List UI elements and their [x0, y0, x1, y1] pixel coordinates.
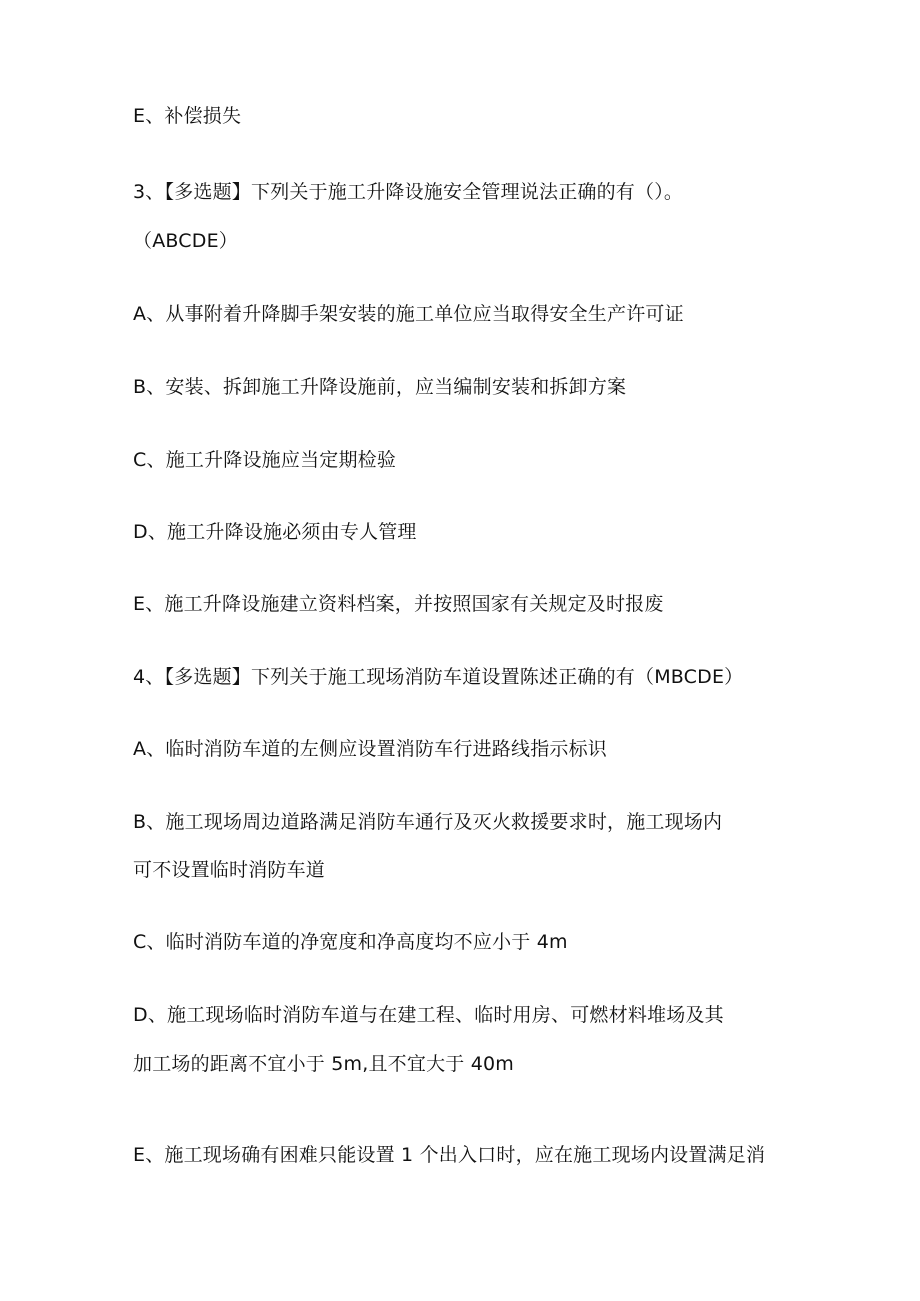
q3-option-a: A、从事附着升降脚手架安装的施工单位应当取得安全生产许可证	[133, 303, 684, 325]
q3-option-c: C、施工升降设施应当定期检验	[133, 449, 397, 471]
question-4-text: 4、【多选题】下列关于施工现场消防车道设置陈述正确的有（MBCDE）	[133, 666, 744, 688]
q4-option-d-line2: 加工场的距离不宜小于 5m,且不宜大于 40m	[133, 1053, 515, 1075]
q3-option-d: D、施工升降设施必须由专人管理	[133, 521, 417, 543]
q4-option-d-line1: D、施工现场临时消防车道与在建工程、临时用房、可燃材料堆场及其	[133, 1004, 724, 1026]
q4-option-c: C、临时消防车道的净宽度和净高度均不应小于 4m	[133, 931, 568, 953]
q3-option-e: E、施工升降设施建立资料档案，并按照国家有关规定及时报废	[133, 593, 664, 615]
question-3-answer: （ABCDE）	[133, 230, 239, 252]
question-3-text: 3、【多选题】下列关于施工升降设施安全管理说法正确的有（）。	[133, 181, 684, 203]
option-e-q2: E、补偿损失	[133, 105, 242, 127]
q4-option-b-line2: 可不设置临时消防车道	[133, 859, 326, 881]
q4-option-e-line1: E、施工现场确有困难只能设置 1 个出入口时，应在施工现场内设置满足消	[133, 1144, 766, 1166]
q4-option-a: A、临时消防车道的左侧应设置消防车行进路线指示标识	[133, 738, 607, 760]
q3-option-b: B、安装、拆卸施工升降设施前，应当编制安装和拆卸方案	[133, 376, 627, 398]
q4-option-b-line1: B、施工现场周边道路满足消防车通行及灭火救援要求时，施工现场内	[133, 811, 723, 833]
